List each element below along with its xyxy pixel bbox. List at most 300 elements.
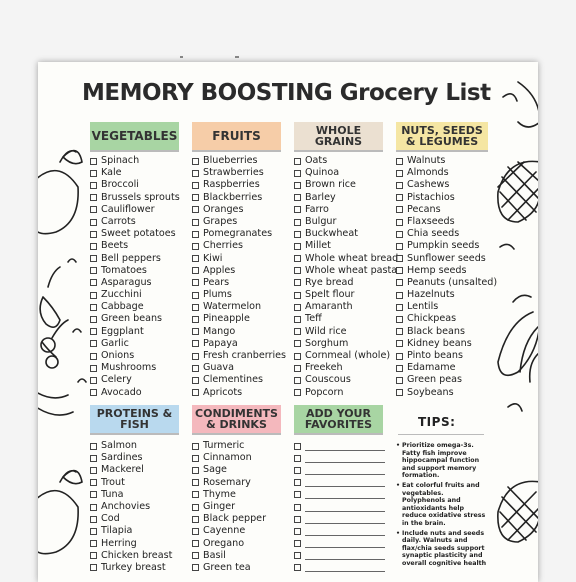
- checkbox[interactable]: [294, 267, 301, 274]
- add-favorites-header: [294, 405, 383, 433]
- list-item[interactable]: [192, 350, 286, 362]
- checkbox[interactable]: [90, 304, 97, 311]
- list-item[interactable]: [294, 228, 398, 240]
- list-item[interactable]: [192, 452, 266, 464]
- checkbox[interactable]: [90, 504, 97, 511]
- list-item[interactable]: [90, 350, 180, 362]
- checkbox[interactable]: [90, 528, 97, 535]
- favorite-blank-item[interactable]: [294, 489, 385, 501]
- list-item[interactable]: [192, 513, 266, 525]
- list-item[interactable]: [396, 155, 497, 167]
- checkbox[interactable]: [294, 316, 301, 323]
- list-item[interactable]: [90, 513, 172, 525]
- condiments-header-line2: & DRINKS: [206, 418, 267, 431]
- list-item[interactable]: [90, 265, 180, 277]
- vegetables-header-text: VEGETABLES: [91, 128, 178, 143]
- checkbox[interactable]: [192, 194, 199, 201]
- list-item[interactable]: [90, 240, 180, 252]
- favorite-blank-item[interactable]: [294, 440, 385, 452]
- list-item[interactable]: [294, 350, 398, 362]
- list-item[interactable]: [192, 253, 286, 265]
- list-item[interactable]: [294, 362, 398, 374]
- list-item[interactable]: [396, 179, 497, 191]
- list-item[interactable]: [294, 338, 398, 350]
- list-item[interactable]: [294, 192, 398, 204]
- favorite-blank-item[interactable]: [294, 464, 385, 476]
- list-item[interactable]: [294, 301, 398, 313]
- list-item[interactable]: [192, 192, 286, 204]
- nuts-underline: [396, 150, 488, 152]
- checkbox[interactable]: [396, 389, 403, 396]
- list-item[interactable]: [90, 326, 180, 338]
- list-item[interactable]: [396, 326, 497, 338]
- list-item[interactable]: [192, 265, 286, 277]
- favorite-blank-item[interactable]: [294, 513, 385, 525]
- list-item[interactable]: [192, 313, 286, 325]
- list-item[interactable]: [294, 387, 398, 399]
- list-item[interactable]: [396, 167, 497, 179]
- list-item[interactable]: [90, 477, 172, 489]
- checkbox[interactable]: [396, 292, 403, 299]
- checkbox[interactable]: [90, 540, 97, 547]
- checkbox[interactable]: [90, 365, 97, 372]
- list-item[interactable]: [396, 338, 497, 350]
- item-label: Sweet potatoes: [101, 228, 176, 240]
- list-item[interactable]: [192, 562, 266, 574]
- checkbox[interactable]: [192, 158, 199, 165]
- checkbox[interactable]: [90, 516, 97, 523]
- list-item[interactable]: [192, 338, 286, 350]
- blank-line[interactable]: [305, 539, 385, 548]
- favorite-blank-item[interactable]: [294, 538, 385, 550]
- blank-line[interactable]: [305, 466, 385, 475]
- list-item[interactable]: [90, 313, 180, 325]
- checkbox[interactable]: [294, 540, 301, 547]
- checkbox[interactable]: [294, 491, 301, 498]
- checkbox[interactable]: [294, 516, 301, 523]
- item-label: Flaxseeds: [407, 215, 455, 227]
- checkbox[interactable]: [192, 279, 199, 286]
- list-item[interactable]: [192, 167, 286, 179]
- item-label: Asparagus: [101, 276, 152, 288]
- list-item[interactable]: [396, 277, 497, 289]
- checkbox[interactable]: [192, 243, 199, 250]
- item-label: Soybeans: [407, 386, 454, 398]
- item-label: Black pepper: [203, 513, 267, 525]
- item-label: Tomatoes: [101, 264, 147, 276]
- checkbox[interactable]: [192, 340, 199, 347]
- proteins-fish-list: [90, 440, 172, 574]
- list-item[interactable]: [192, 538, 266, 550]
- checkbox[interactable]: [396, 158, 403, 165]
- checkbox[interactable]: [396, 170, 403, 177]
- checkbox[interactable]: [90, 455, 97, 462]
- checkbox[interactable]: [192, 516, 199, 523]
- checkbox[interactable]: [192, 328, 199, 335]
- checkbox[interactable]: [294, 377, 301, 384]
- item-label: Amaranth: [305, 301, 353, 313]
- favorite-blank-item[interactable]: [294, 452, 385, 464]
- favorite-blank-item[interactable]: [294, 501, 385, 513]
- favorite-blank-item[interactable]: [294, 525, 385, 537]
- blank-line[interactable]: [305, 454, 385, 463]
- list-item[interactable]: [90, 301, 180, 313]
- item-label: Teff: [305, 313, 322, 325]
- list-item[interactable]: [396, 362, 497, 374]
- item-label: Carrots: [101, 215, 136, 227]
- list-item[interactable]: [90, 253, 180, 265]
- list-item[interactable]: [192, 204, 286, 216]
- checkbox[interactable]: [294, 292, 301, 299]
- list-item[interactable]: [294, 240, 398, 252]
- item-label: Black beans: [407, 325, 465, 337]
- checkbox[interactable]: [294, 552, 301, 559]
- fruits-list: [192, 155, 286, 399]
- list-item[interactable]: [396, 240, 497, 252]
- checkbox[interactable]: [90, 194, 97, 201]
- checkbox[interactable]: [90, 206, 97, 213]
- list-item[interactable]: [396, 289, 497, 301]
- checkbox[interactable]: [396, 279, 403, 286]
- blank-line[interactable]: [305, 527, 385, 536]
- condiments-header-line1: CONDIMENTS: [195, 407, 278, 420]
- item-label: Mango: [203, 325, 236, 337]
- checkbox[interactable]: [396, 267, 403, 274]
- item-label: Anchovies: [101, 500, 151, 512]
- list-item[interactable]: [294, 167, 398, 179]
- checkbox[interactable]: [192, 316, 199, 323]
- item-label: Chicken breast: [101, 549, 173, 561]
- checkbox[interactable]: [396, 304, 403, 311]
- item-label: Barley: [305, 191, 336, 203]
- checkbox[interactable]: [192, 552, 199, 559]
- favorites-list: [294, 440, 385, 574]
- tips-list: [396, 442, 488, 570]
- nuts-seeds-legumes-list: [396, 155, 497, 399]
- item-label: Strawberries: [203, 167, 264, 179]
- checkbox[interactable]: [90, 467, 97, 474]
- list-item[interactable]: [192, 501, 266, 513]
- checkbox[interactable]: [90, 377, 97, 384]
- list-item[interactable]: [192, 277, 286, 289]
- checkbox[interactable]: [396, 316, 403, 323]
- list-item[interactable]: [396, 301, 497, 313]
- list-item[interactable]: [90, 538, 172, 550]
- list-item[interactable]: [396, 253, 497, 265]
- checkbox[interactable]: [294, 231, 301, 238]
- list-item[interactable]: [90, 387, 180, 399]
- checkbox[interactable]: [294, 182, 301, 189]
- list-item[interactable]: [396, 313, 497, 325]
- list-item[interactable]: [396, 228, 497, 240]
- list-item[interactable]: [192, 387, 286, 399]
- checkbox[interactable]: [294, 365, 301, 372]
- checkbox[interactable]: [192, 267, 199, 274]
- checkbox[interactable]: [192, 564, 199, 571]
- checkbox[interactable]: [192, 467, 199, 474]
- checkbox[interactable]: [294, 328, 301, 335]
- checkbox[interactable]: [90, 552, 97, 559]
- checkbox[interactable]: [294, 504, 301, 511]
- favorite-blank-item[interactable]: [294, 562, 385, 574]
- item-label: Blackberries: [203, 191, 263, 203]
- item-label: Pistachios: [407, 191, 455, 203]
- checkbox[interactable]: [396, 194, 403, 201]
- checkbox[interactable]: [90, 316, 97, 323]
- item-label: Kiwi: [203, 252, 223, 264]
- checkbox[interactable]: [192, 491, 199, 498]
- list-item[interactable]: [192, 155, 286, 167]
- checkbox[interactable]: [192, 389, 199, 396]
- favorites-header-line2: FAVORITES: [304, 418, 373, 431]
- condiments-underline: [192, 433, 281, 435]
- list-item[interactable]: [192, 464, 266, 476]
- blank-line[interactable]: [305, 442, 385, 451]
- checkbox[interactable]: [90, 491, 97, 498]
- item-label: Cauliflower: [101, 203, 155, 215]
- list-item[interactable]: [294, 204, 398, 216]
- checkbox[interactable]: [90, 564, 97, 571]
- checkbox[interactable]: [294, 389, 301, 396]
- tips-title: TIPS:: [418, 415, 456, 429]
- blank-line[interactable]: [305, 478, 385, 487]
- checkbox[interactable]: [192, 504, 199, 511]
- checkbox[interactable]: [396, 206, 403, 213]
- item-label: Cabbage: [101, 301, 144, 313]
- list-item[interactable]: [294, 216, 398, 228]
- list-item[interactable]: [396, 216, 497, 228]
- list-item[interactable]: [90, 228, 180, 240]
- checkbox[interactable]: [90, 389, 97, 396]
- checkbox[interactable]: [192, 292, 199, 299]
- checkbox[interactable]: [192, 231, 199, 238]
- item-label: Salmon: [101, 440, 137, 451]
- list-item[interactable]: [90, 464, 172, 476]
- item-label: Basil: [203, 549, 226, 561]
- item-label: Avocado: [101, 386, 142, 398]
- blank-line[interactable]: [305, 503, 385, 512]
- checkbox[interactable]: [294, 443, 301, 450]
- checkbox[interactable]: [90, 255, 97, 262]
- checkbox[interactable]: [192, 528, 199, 535]
- checkbox[interactable]: [90, 353, 97, 360]
- checkbox[interactable]: [90, 182, 97, 189]
- list-item[interactable]: [396, 387, 497, 399]
- favorite-blank-item[interactable]: [294, 477, 385, 489]
- list-item[interactable]: [90, 277, 180, 289]
- list-item[interactable]: [90, 362, 180, 374]
- blank-line[interactable]: [305, 515, 385, 524]
- list-item[interactable]: [294, 374, 398, 386]
- checkbox[interactable]: [396, 219, 403, 226]
- checkbox[interactable]: [90, 479, 97, 486]
- list-item[interactable]: [294, 326, 398, 338]
- list-item[interactable]: [396, 265, 497, 277]
- list-item[interactable]: [192, 374, 286, 386]
- list-item[interactable]: [294, 179, 398, 191]
- checkbox[interactable]: [192, 219, 199, 226]
- list-item[interactable]: [192, 179, 286, 191]
- item-label: Walnuts: [407, 155, 446, 166]
- checkbox[interactable]: [294, 206, 301, 213]
- checkbox[interactable]: [90, 231, 97, 238]
- checkbox[interactable]: [192, 353, 199, 360]
- checkbox[interactable]: [294, 194, 301, 201]
- checkbox[interactable]: [192, 182, 199, 189]
- list-item[interactable]: [90, 192, 180, 204]
- list-item[interactable]: [192, 550, 266, 562]
- list-item[interactable]: [294, 253, 398, 265]
- checkbox[interactable]: [192, 377, 199, 384]
- checkbox[interactable]: [396, 340, 403, 347]
- checkbox[interactable]: [192, 304, 199, 311]
- list-item[interactable]: [90, 216, 180, 228]
- checkbox[interactable]: [90, 170, 97, 177]
- checkbox[interactable]: [396, 377, 403, 384]
- list-item[interactable]: [294, 155, 398, 167]
- item-label: Ginger: [203, 500, 236, 512]
- item-label: Sage: [203, 464, 227, 476]
- checkbox[interactable]: [294, 528, 301, 535]
- checkbox[interactable]: [294, 170, 301, 177]
- checkbox[interactable]: [294, 304, 301, 311]
- item-label: Tuna: [101, 488, 124, 500]
- item-label: Edamame: [407, 362, 456, 374]
- checkbox[interactable]: [90, 267, 97, 274]
- proteins-fish-header: [90, 405, 179, 433]
- checkbox[interactable]: [192, 479, 199, 486]
- blank-line[interactable]: [305, 563, 385, 572]
- checkbox[interactable]: [396, 182, 403, 189]
- bullet-icon: •: [396, 529, 401, 537]
- list-item[interactable]: [90, 204, 180, 216]
- checkbox[interactable]: [192, 170, 199, 177]
- blank-line[interactable]: [305, 551, 385, 560]
- checkbox[interactable]: [396, 255, 403, 262]
- list-item[interactable]: [90, 525, 172, 537]
- checkbox[interactable]: [294, 158, 301, 165]
- checkbox[interactable]: [294, 255, 301, 262]
- nuts-header-line2: & LEGUMES: [405, 135, 479, 148]
- list-item[interactable]: [192, 301, 286, 313]
- checkbox[interactable]: [294, 564, 301, 571]
- item-label: Freekeh: [305, 362, 343, 374]
- checkbox[interactable]: [192, 206, 199, 213]
- list-item[interactable]: [90, 440, 172, 452]
- checkbox[interactable]: [192, 540, 199, 547]
- list-item[interactable]: [192, 228, 286, 240]
- checkbox[interactable]: [294, 353, 301, 360]
- list-item[interactable]: [90, 338, 180, 350]
- checkbox[interactable]: [294, 243, 301, 250]
- favorites-header-line1: ADD YOUR: [306, 407, 371, 420]
- checkbox[interactable]: [90, 340, 97, 347]
- fruit-doodle-left-decoration: [38, 62, 98, 582]
- checkbox[interactable]: [90, 158, 97, 165]
- list-item[interactable]: [90, 374, 180, 386]
- list-item[interactable]: [90, 155, 180, 167]
- list-item[interactable]: [396, 192, 497, 204]
- list-item[interactable]: [192, 240, 286, 252]
- item-label: Mackerel: [101, 464, 144, 476]
- checkbox[interactable]: [294, 455, 301, 462]
- item-label: Spelt flour: [305, 289, 355, 301]
- list-item[interactable]: [294, 289, 398, 301]
- list-item[interactable]: [90, 562, 172, 574]
- checkbox[interactable]: [294, 467, 301, 474]
- checkbox[interactable]: [192, 255, 199, 262]
- list-item[interactable]: [192, 362, 286, 374]
- list-item[interactable]: [294, 277, 398, 289]
- item-label: Guava: [203, 362, 234, 374]
- item-label: Zucchini: [101, 289, 142, 301]
- checkbox[interactable]: [90, 243, 97, 250]
- favorite-blank-item[interactable]: [294, 550, 385, 562]
- item-label: Mushrooms: [101, 362, 157, 374]
- item-label: Spinach: [101, 155, 140, 166]
- list-item[interactable]: [396, 374, 497, 386]
- checkbox[interactable]: [90, 292, 97, 299]
- list-item[interactable]: [192, 289, 286, 301]
- item-label: Tilapia: [101, 525, 133, 537]
- checkbox[interactable]: [396, 365, 403, 372]
- checkbox[interactable]: [90, 443, 97, 450]
- list-item[interactable]: [192, 440, 266, 452]
- checkbox[interactable]: [90, 219, 97, 226]
- checkbox[interactable]: [294, 340, 301, 347]
- list-item[interactable]: [192, 326, 286, 338]
- tip-text: Include nuts and seeds daily. Walnuts and flax/chia seeds support synaptic plasticity and overall cognitive health: [402, 529, 487, 567]
- item-label: Cornmeal (whole): [305, 350, 391, 361]
- item-label: Pears: [203, 276, 230, 288]
- list-item[interactable]: [90, 289, 180, 301]
- checkbox[interactable]: [192, 365, 199, 372]
- checkbox[interactable]: [396, 231, 403, 238]
- checkbox[interactable]: [396, 328, 403, 335]
- list-item[interactable]: [90, 179, 180, 191]
- checkbox[interactable]: [396, 243, 403, 250]
- list-item[interactable]: [192, 216, 286, 228]
- item-label: Turmeric: [203, 440, 245, 451]
- list-item[interactable]: [192, 489, 266, 501]
- checkbox[interactable]: [294, 479, 301, 486]
- list-item[interactable]: [90, 452, 172, 464]
- checkbox[interactable]: [192, 443, 199, 450]
- checkbox[interactable]: [90, 279, 97, 286]
- list-item[interactable]: [90, 501, 172, 513]
- item-label: Sorghum: [305, 337, 349, 349]
- checkbox[interactable]: [294, 219, 301, 226]
- list-item[interactable]: [294, 265, 398, 277]
- list-item[interactable]: [192, 525, 266, 537]
- list-item[interactable]: [90, 167, 180, 179]
- blank-line[interactable]: [305, 490, 385, 499]
- checkbox[interactable]: [294, 279, 301, 286]
- item-label: Kale: [101, 167, 122, 179]
- page-title: [82, 80, 502, 106]
- list-item[interactable]: [396, 204, 497, 216]
- list-item[interactable]: [90, 489, 172, 501]
- list-item[interactable]: [90, 550, 172, 562]
- checkbox[interactable]: [90, 328, 97, 335]
- list-item[interactable]: [192, 477, 266, 489]
- checkbox[interactable]: [396, 353, 403, 360]
- checkbox[interactable]: [192, 455, 199, 462]
- proteins-underline: [90, 433, 179, 435]
- list-item[interactable]: [294, 313, 398, 325]
- list-item[interactable]: [396, 350, 497, 362]
- title-memory-boosting: MEMORY BOOSTING: [82, 80, 333, 106]
